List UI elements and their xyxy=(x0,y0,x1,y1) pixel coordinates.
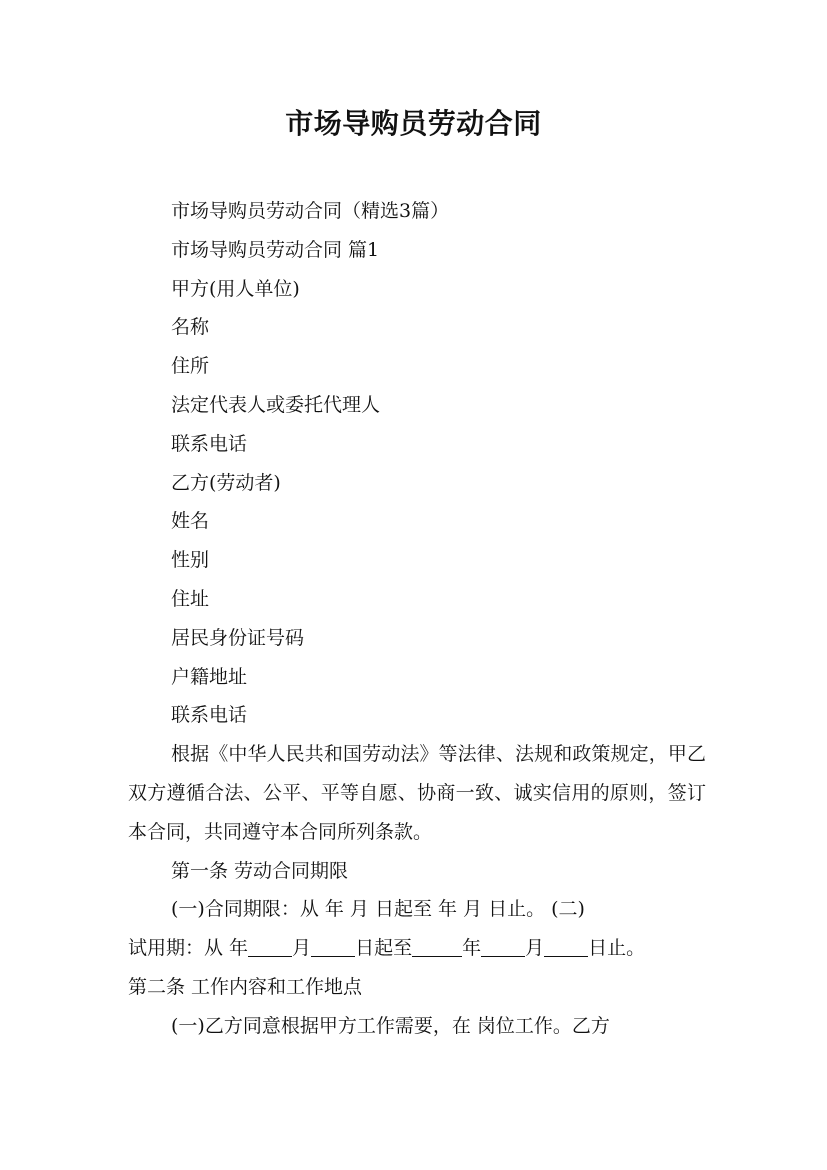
probation-text-1: 试用期：从 年 xyxy=(128,937,249,960)
blank-underline xyxy=(311,936,355,957)
probation-text-5: 月 xyxy=(525,937,545,960)
field-label-representative: 法定代表人或委托代理人 xyxy=(171,393,381,416)
field-label-household-address: 户籍地址 xyxy=(171,665,248,688)
blank-underline xyxy=(248,936,292,957)
field-label-phone-b: 联系电话 xyxy=(171,704,248,727)
field-label-name: 名称 xyxy=(171,316,210,339)
document-body xyxy=(128,192,706,1046)
probation-text-3: 日起至 xyxy=(355,937,413,960)
party-b-heading: 乙方(劳动者) xyxy=(171,471,281,494)
probation-text-6: 日止。 xyxy=(588,937,646,960)
work-content-line: (一)乙方同意根据甲方工作需要，在 岗位工作。乙方 xyxy=(171,1014,610,1037)
party-a-heading: 甲方(用人单位) xyxy=(171,277,300,300)
field-label-residence: 住所 xyxy=(171,355,210,378)
field-label-id-number: 居民身份证号码 xyxy=(171,626,305,649)
blank-underline xyxy=(544,936,588,957)
field-label-address: 住址 xyxy=(171,587,210,610)
probation-text-4: 年 xyxy=(462,937,482,960)
document-title: 市场导购员劳动合同 xyxy=(285,107,542,140)
article-2-heading: 第二条 工作内容和工作地点 xyxy=(128,975,363,998)
field-label-fullname: 姓名 xyxy=(171,510,210,533)
field-label-gender: 性别 xyxy=(171,549,210,572)
contract-term-line: (一)合同期限：从 年 月 日起至 年 月 日止。 (二) xyxy=(171,898,585,921)
subtitle-line: 市场导购员劳动合同（精选3篇） xyxy=(171,200,450,222)
blank-underline xyxy=(481,936,525,957)
blank-underline xyxy=(412,936,462,957)
field-label-phone-a: 联系电话 xyxy=(171,432,248,455)
probation-line xyxy=(128,929,706,968)
preamble-paragraph: 根据《中华人民共和国劳动法》等法律、法规和政策规定，甲乙双方遵循合法、公平、平等自愿、协商一致、诚实信用的原则，签订本合同，共同遵守本合同所列条款。 xyxy=(128,743,706,843)
article-1-heading: 第一条 劳动合同期限 xyxy=(171,859,349,882)
section-heading: 市场导购员劳动合同 篇1 xyxy=(171,238,380,261)
probation-text-2: 月 xyxy=(292,937,312,960)
